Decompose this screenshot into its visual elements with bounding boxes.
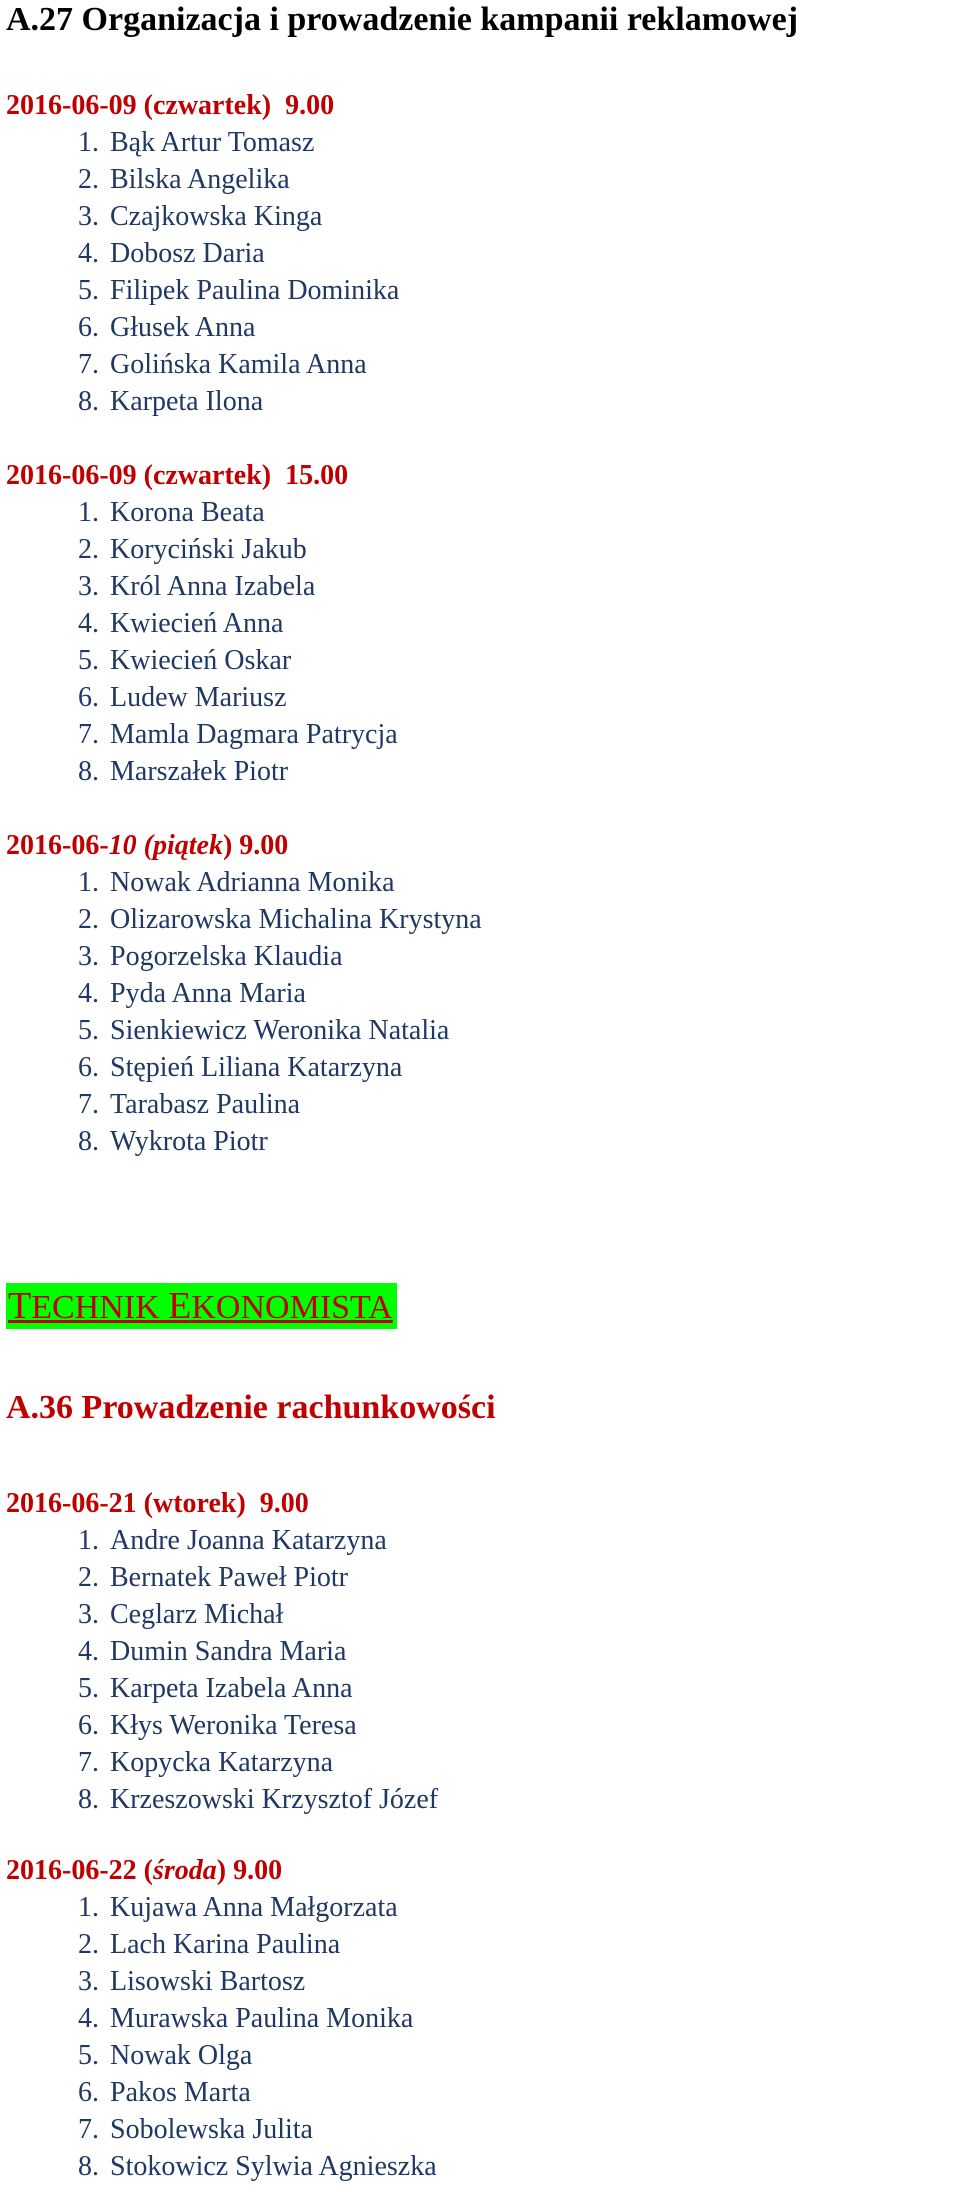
person-name: Kujawa Anna Małgorzata — [110, 1892, 398, 1923]
person-name: Koryciński Jakub — [110, 534, 307, 565]
person-name: Pyda Anna Maria — [110, 978, 306, 1009]
session-a27-3 — [6, 828, 482, 1160]
person-name: Lach Karina Paulina — [110, 1929, 341, 1960]
list-item-number: 1. — [78, 1892, 99, 1923]
session-a36-2 — [6, 1853, 437, 2185]
list-item — [6, 679, 398, 716]
list-item-number: 6. — [78, 2077, 99, 2108]
person-name: Stokowicz Sylwia Agnieszka — [110, 2151, 437, 2182]
list-item-number: 4. — [78, 238, 99, 269]
list-item-number: 7. — [78, 349, 99, 380]
list-item — [6, 1049, 482, 1086]
list-item-number: 4. — [78, 1636, 99, 1667]
list-item — [6, 1086, 482, 1123]
person-name: Bilska Angelika — [110, 164, 290, 195]
list-item-number: 6. — [78, 312, 99, 343]
list-item — [6, 1963, 437, 2000]
list-item-number: 3. — [78, 941, 99, 972]
person-name: Nowak Olga — [110, 2040, 253, 2071]
list-item-number: 3. — [78, 571, 99, 602]
list-item — [6, 1123, 482, 1160]
list-item-number: 1. — [78, 127, 99, 158]
people-list — [6, 1522, 438, 1818]
person-name: Sienkiewicz Weronika Natalia — [110, 1015, 450, 1046]
list-item-number: 7. — [78, 1089, 99, 1120]
person-name: Ceglarz Michał — [110, 1599, 284, 1630]
person-name: Pogorzelska Klaudia — [110, 941, 343, 972]
person-name: Olizarowska Michalina Krystyna — [110, 904, 482, 935]
list-item — [6, 161, 399, 198]
person-name: Pakos Marta — [110, 2077, 251, 2108]
list-item-number: 5. — [78, 645, 99, 676]
list-item-number: 5. — [78, 1015, 99, 1046]
list-item — [6, 568, 398, 605]
person-name: Wykrota Piotr — [110, 1126, 268, 1157]
list-item-number: 4. — [78, 608, 99, 639]
list-item — [6, 1633, 438, 1670]
list-item — [6, 1596, 438, 1633]
list-item-number: 3. — [78, 201, 99, 232]
person-name: Lisowski Bartosz — [110, 1966, 306, 1997]
list-item-number: 2. — [78, 1929, 99, 1960]
list-item — [6, 346, 399, 383]
list-item — [6, 272, 399, 309]
list-item-number: 7. — [78, 1747, 99, 1778]
list-item — [6, 2037, 437, 2074]
list-item-number: 2. — [78, 1562, 99, 1593]
list-item — [6, 2111, 437, 2148]
heading-a36: A.36 Prowadzenie rachunkowości — [6, 1389, 496, 1426]
list-item — [6, 1889, 437, 1926]
person-name: Stępień Liliana Katarzyna — [110, 1052, 403, 1083]
person-name: Czajkowska Kinga — [110, 201, 323, 232]
list-item-number: 8. — [78, 1126, 99, 1157]
section-title-highlight: TECHNIK EKONOMISTA — [6, 1283, 397, 1329]
person-name: Golińska Kamila Anna — [110, 349, 367, 380]
list-item-number: 7. — [78, 719, 99, 750]
session-date: 2016-06-22 (środa) 9.00 — [6, 1855, 283, 1886]
list-item — [6, 1670, 438, 1707]
list-item — [6, 864, 482, 901]
list-item-number: 8. — [78, 386, 99, 417]
session-a36-1 — [6, 1486, 438, 1818]
heading-a27: A.27 Organizacja i prowadzenie kampanii reklamowej — [6, 1, 799, 38]
person-name: Marszałek Piotr — [110, 756, 289, 787]
list-item-number: 1. — [78, 867, 99, 898]
session-date: 2016-06-09 (czwartek) 9.00 — [6, 90, 335, 121]
person-name: Nowak Adrianna Monika — [110, 867, 395, 898]
list-item — [6, 1707, 438, 1744]
person-name: Andre Joanna Katarzyna — [110, 1525, 387, 1556]
person-name: Bąk Artur Tomasz — [110, 127, 315, 158]
list-item-number: 1. — [78, 497, 99, 528]
people-list — [6, 124, 399, 420]
person-name: Murawska Paulina Monika — [110, 2003, 414, 2034]
list-item-number: 6. — [78, 1052, 99, 1083]
list-item-number: 6. — [78, 682, 99, 713]
list-item-number: 8. — [78, 2151, 99, 2182]
person-name: Sobolewska Julita — [110, 2114, 313, 2145]
list-item — [6, 198, 399, 235]
person-name: Filipek Paulina Dominika — [110, 275, 400, 306]
person-name: Dumin Sandra Maria — [110, 1636, 347, 1667]
list-item-number: 2. — [78, 534, 99, 565]
person-name: Mamla Dagmara Patrycja — [110, 719, 398, 750]
list-item — [6, 753, 398, 790]
list-item — [6, 642, 398, 679]
list-item — [6, 309, 399, 346]
person-name: Dobosz Daria — [110, 238, 265, 269]
list-item — [6, 1744, 438, 1781]
person-name: Kwiecień Oskar — [110, 645, 292, 676]
list-item-number: 1. — [78, 1525, 99, 1556]
person-name: Kopycka Katarzyna — [110, 1747, 334, 1778]
session-a27-1 — [6, 88, 399, 420]
list-item-number: 8. — [78, 756, 99, 787]
list-item-number: 4. — [78, 2003, 99, 2034]
list-item-number: 6. — [78, 1710, 99, 1741]
list-item-number: 2. — [78, 904, 99, 935]
list-item — [6, 1559, 438, 1596]
person-name: Król Anna Izabela — [110, 571, 316, 602]
list-item-number: 5. — [78, 2040, 99, 2071]
list-item — [6, 2000, 437, 2037]
people-list — [6, 1889, 437, 2185]
list-item — [6, 2074, 437, 2111]
person-name: Karpeta Izabela Anna — [110, 1673, 353, 1704]
list-item-number: 5. — [78, 275, 99, 306]
person-name: Krzeszowski Krzysztof Józef — [110, 1784, 439, 1815]
list-item — [6, 1926, 437, 1963]
session-a27-2 — [6, 458, 398, 790]
list-item — [6, 975, 482, 1012]
list-item — [6, 1522, 438, 1559]
list-item — [6, 938, 482, 975]
list-item-number: 7. — [78, 2114, 99, 2145]
person-name: Ludew Mariusz — [110, 682, 287, 713]
person-name: Głusek Anna — [110, 312, 256, 343]
people-list — [6, 494, 398, 790]
list-item — [6, 605, 398, 642]
list-item-number: 3. — [78, 1966, 99, 1997]
person-name: Karpeta Ilona — [110, 386, 264, 417]
list-item — [6, 2148, 437, 2185]
list-item — [6, 1781, 438, 1818]
list-item — [6, 901, 482, 938]
list-item-number: 8. — [78, 1784, 99, 1815]
list-item-number: 5. — [78, 1673, 99, 1704]
list-item — [6, 716, 398, 753]
session-date: 2016-06-10 (piątek) 9.00 — [6, 830, 289, 861]
list-item — [6, 383, 399, 420]
session-date: 2016-06-21 (wtorek) 9.00 — [6, 1488, 309, 1519]
list-item — [6, 494, 398, 531]
people-list — [6, 864, 482, 1160]
list-item — [6, 1012, 482, 1049]
list-item-number: 4. — [78, 978, 99, 1009]
person-name: Tarabasz Paulina — [110, 1089, 301, 1120]
person-name: Kłys Weronika Teresa — [110, 1710, 357, 1741]
list-item-number: 2. — [78, 164, 99, 195]
list-item — [6, 124, 399, 161]
person-name: Kwiecień Anna — [110, 608, 284, 639]
person-name: Bernatek Paweł Piotr — [110, 1562, 348, 1593]
list-item — [6, 531, 398, 568]
session-date: 2016-06-09 (czwartek) 15.00 — [6, 460, 349, 491]
list-item — [6, 235, 399, 272]
list-item-number: 3. — [78, 1599, 99, 1630]
person-name: Korona Beata — [110, 497, 265, 528]
